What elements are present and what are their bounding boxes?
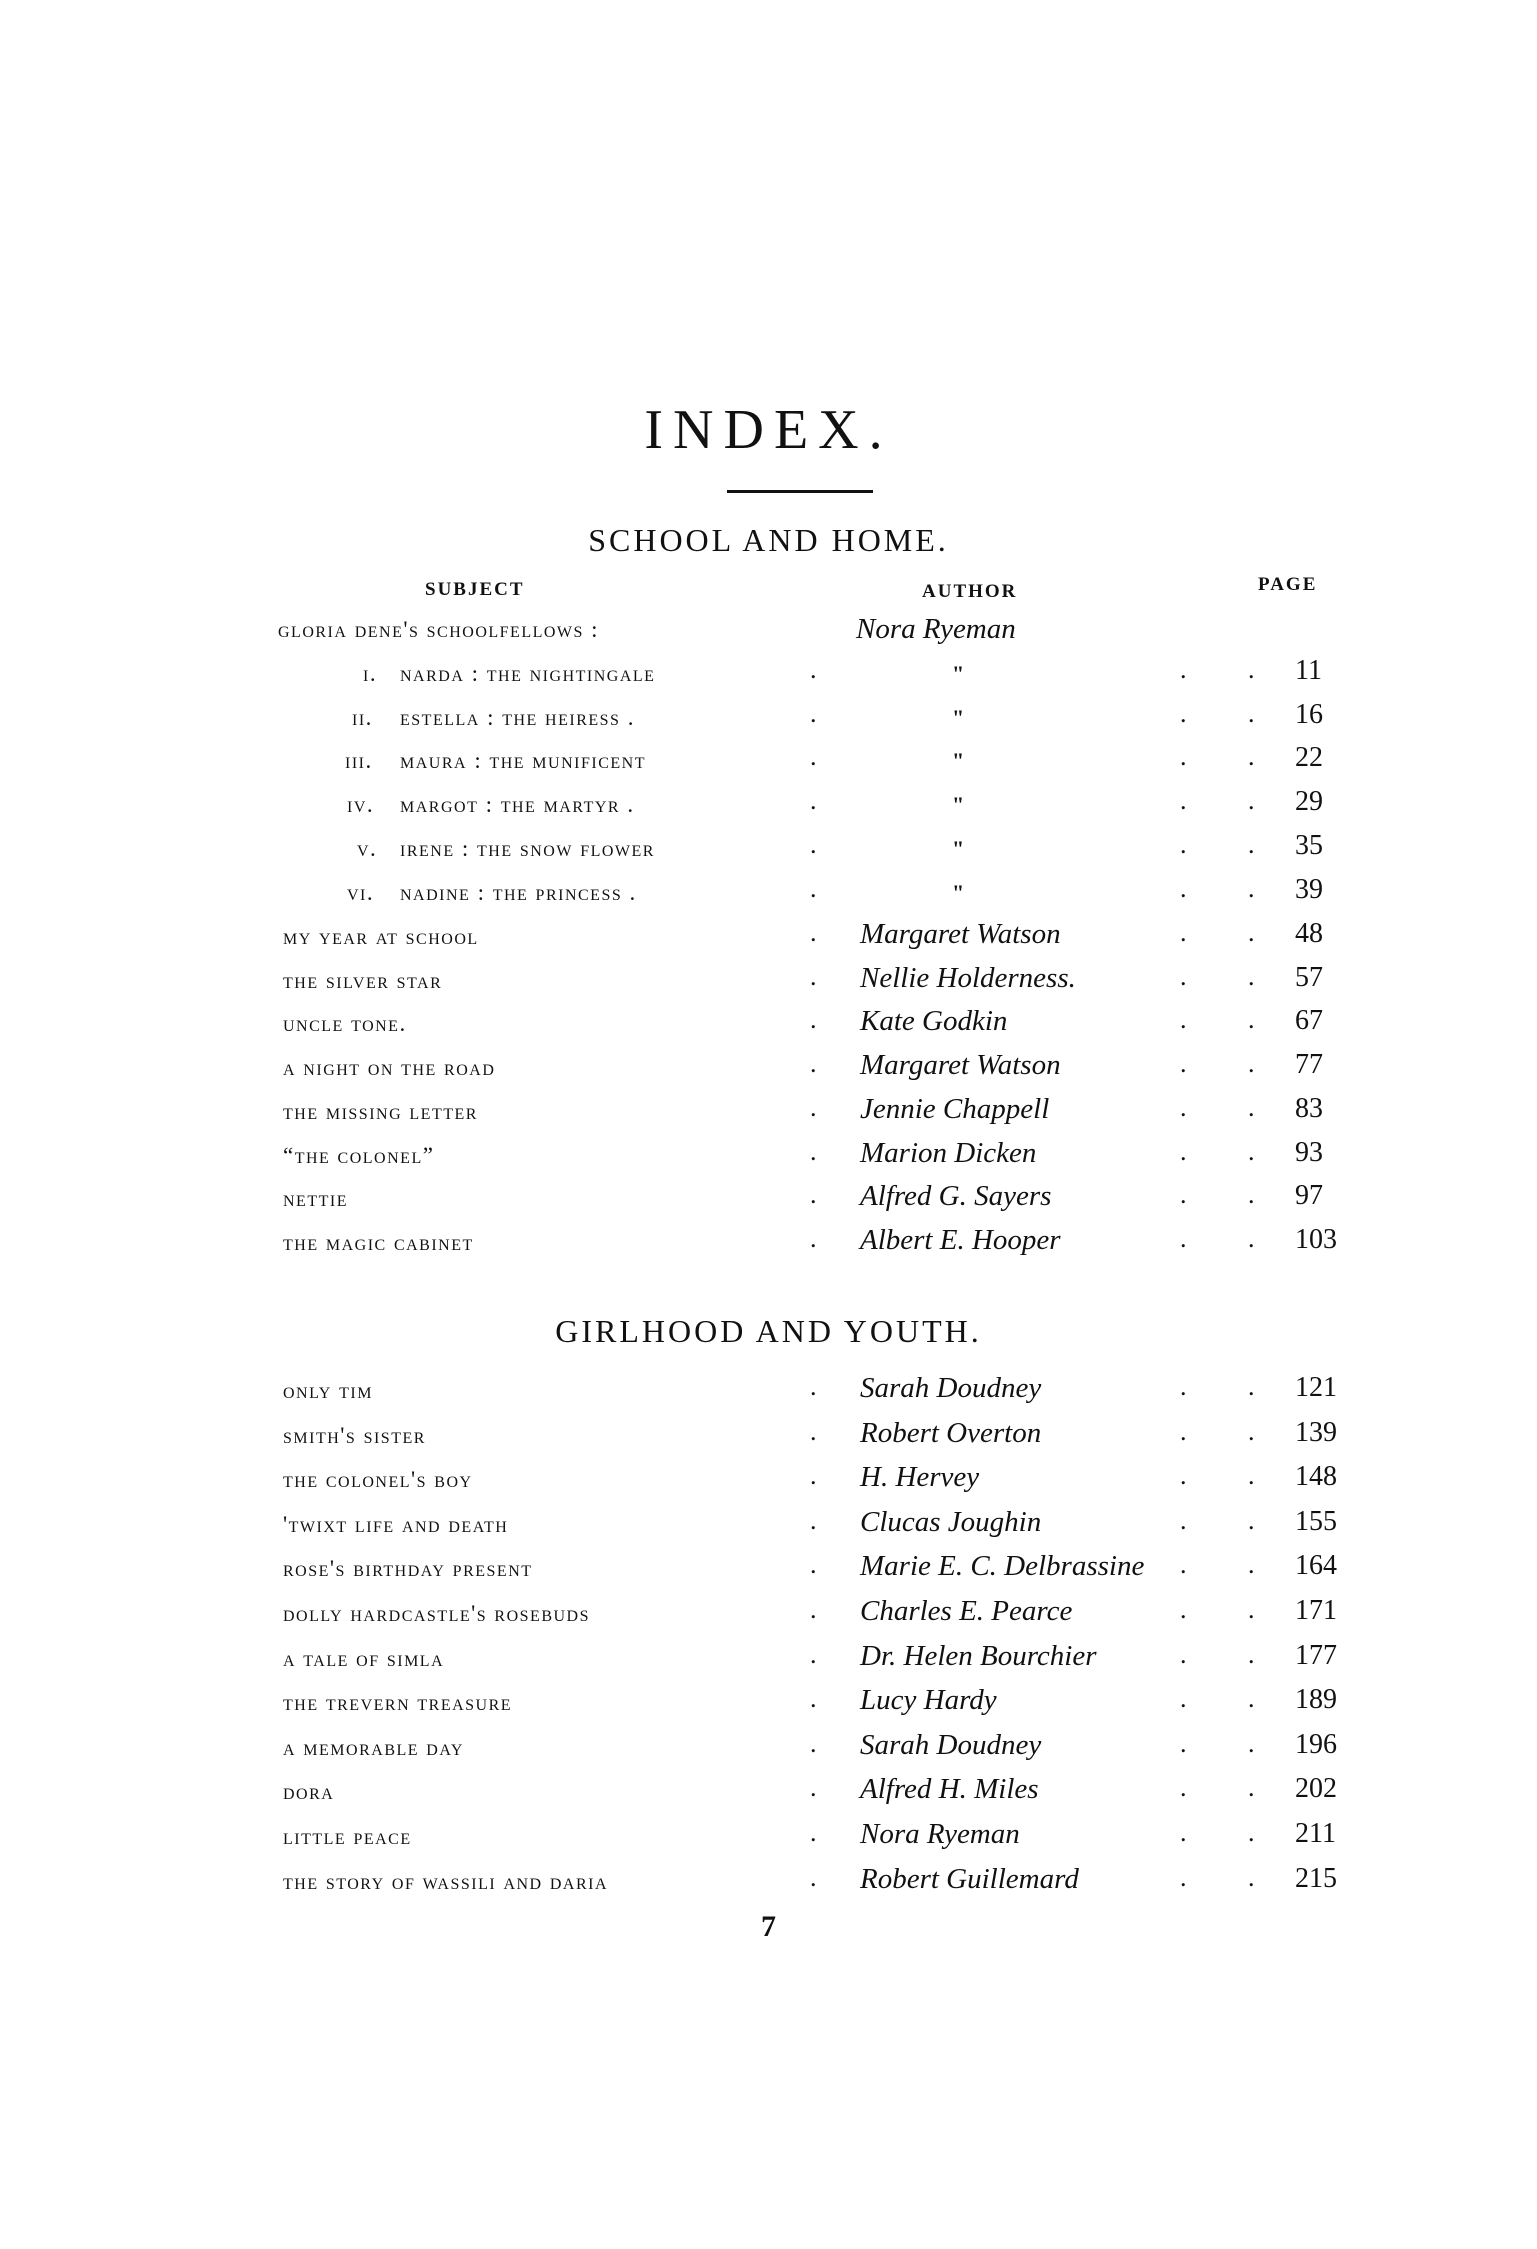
entry-numeral: v. [357, 835, 378, 861]
entry-subject: rose's birthday present [283, 1556, 533, 1582]
dot-leader: . [1180, 742, 1187, 772]
ditto-mark: " [952, 792, 965, 818]
title-rule [727, 490, 873, 493]
entry-subject: my year at school [283, 924, 479, 949]
dot-leader: . [810, 1595, 817, 1624]
index-entry [0, 1180, 1537, 1220]
index-entry [0, 1137, 1537, 1177]
entry-subject: nadine : the princess . [400, 879, 637, 905]
index-sub-entry [0, 655, 1537, 695]
dot-leader: . [1180, 1862, 1187, 1892]
dot-leader: . [1180, 1728, 1187, 1758]
dot-leader: . [1248, 873, 1255, 903]
entry-page: 215 [1295, 1862, 1337, 1894]
dot-leader: . [1180, 1684, 1187, 1714]
entry-author: Albert E. Hooper [860, 1223, 1061, 1256]
dot-leader: . [810, 1005, 817, 1035]
dot-leader: . [810, 1092, 817, 1122]
column-header-page: PAGE [1258, 574, 1318, 595]
ditto-mark: " [952, 748, 965, 774]
dot-leader: . [810, 742, 817, 772]
entry-subject: dora [283, 1779, 335, 1805]
dot-leader: . [1248, 655, 1255, 684]
index-sub-entry [0, 786, 1537, 826]
dot-leader: . [1248, 1180, 1255, 1210]
index-entry [0, 1773, 1537, 1813]
dot-leader: . [1248, 918, 1255, 947]
entry-author: Charles E. Pearce [860, 1595, 1073, 1627]
dot-leader: . [810, 829, 817, 859]
index-entry [0, 1595, 1537, 1635]
dot-leader: . [1180, 1049, 1187, 1079]
entry-subject: narda : the nightingale [400, 661, 656, 686]
dot-leader: . [1248, 829, 1255, 859]
entry-subject: a memorable day [283, 1734, 464, 1760]
page-number: 7 [761, 1910, 776, 1943]
entry-subject: uncle tone. [283, 1011, 407, 1037]
index-entry [0, 1818, 1537, 1858]
entry-numeral: vi. [347, 879, 375, 905]
entry-subject: nettie [283, 1186, 348, 1212]
entry-author: Robert Overton [860, 1416, 1042, 1449]
entry-author: Alfred H. Miles [860, 1773, 1039, 1806]
entry-author: Marion Dicken [860, 1136, 1037, 1169]
dot-leader: . [1248, 1136, 1255, 1166]
entry-author: Sarah Doudney [860, 1728, 1042, 1761]
entry-subject: dolly hardcastle's rosebuds [283, 1601, 591, 1626]
entry-page: 202 [1295, 1773, 1337, 1805]
dot-leader: . [1248, 1416, 1255, 1446]
dot-leader: . [1248, 1862, 1255, 1892]
entry-page: 83 [1295, 1092, 1323, 1124]
entry-page: 189 [1295, 1684, 1337, 1716]
dot-leader: . [810, 786, 817, 816]
column-header-subject: SUBJECT [425, 579, 525, 600]
entry-author: Nora Ryeman [860, 1818, 1020, 1850]
dot-leader: . [810, 961, 817, 991]
index-entry [0, 1506, 1537, 1546]
entry-author: Dr. Helen Bourchier [860, 1639, 1097, 1672]
index-entry [0, 1461, 1537, 1501]
dot-leader: . [810, 1639, 817, 1669]
entry-subject: smith's sister [283, 1422, 426, 1448]
entry-numeral: ii. [352, 704, 373, 730]
entry-author: Clucas Joughin [860, 1505, 1042, 1538]
dot-leader: . [810, 1223, 817, 1253]
dot-leader: . [810, 1416, 817, 1446]
ditto-mark: " [952, 704, 965, 730]
index-sub-entry [0, 874, 1537, 914]
index-sub-entry [0, 830, 1537, 870]
index-group-header [0, 613, 1537, 653]
dot-leader: . [1180, 1818, 1187, 1847]
dot-leader: . [1248, 1550, 1255, 1580]
index-entry [0, 1729, 1537, 1769]
ditto-mark: " [952, 835, 965, 861]
dot-leader: . [810, 873, 817, 903]
dot-leader: . [1248, 1818, 1255, 1847]
entry-page: 121 [1295, 1372, 1337, 1403]
dot-leader: . [1248, 1684, 1255, 1714]
entry-page: 177 [1295, 1639, 1337, 1671]
dot-leader: . [810, 1550, 817, 1580]
entry-subject: estella : the heiress . [400, 704, 635, 730]
entry-author: Alfred G. Sayers [860, 1180, 1052, 1213]
dot-leader: . [1180, 1773, 1187, 1803]
index-entry [0, 962, 1537, 1002]
dot-leader: . [1180, 1136, 1187, 1166]
index-entry [0, 1417, 1537, 1457]
entry-author: Sarah Doudney [860, 1372, 1042, 1404]
dot-leader: . [1180, 655, 1187, 684]
dot-leader: . [1180, 1461, 1187, 1491]
index-entry [0, 918, 1537, 958]
ditto-mark: " [952, 661, 965, 686]
dot-leader: . [810, 1773, 817, 1803]
dot-leader: . [1180, 1005, 1187, 1035]
dot-leader: . [1180, 829, 1187, 859]
page-title: INDEX. [644, 399, 893, 461]
entry-subject: a tale of simla [283, 1645, 445, 1671]
entry-page: 57 [1295, 961, 1323, 993]
dot-leader: . [1248, 1461, 1255, 1491]
entry-page: 148 [1295, 1461, 1337, 1493]
dot-leader: . [810, 1461, 817, 1491]
entry-page: 35 [1295, 829, 1323, 861]
dot-leader: . [1248, 1639, 1255, 1669]
dot-leader: . [1180, 1180, 1187, 1210]
index-entry [0, 1863, 1537, 1903]
section-heading-girlhood-and-youth: GIRLHOOD AND YOUTH. [555, 1313, 982, 1349]
entry-author: Margaret Watson [860, 918, 1061, 950]
dot-leader: . [1248, 1372, 1255, 1401]
entry-author: H. Hervey [860, 1461, 980, 1494]
entry-subject: a night on the road [283, 1055, 496, 1081]
entry-author: Nellie Holderness. [860, 961, 1076, 994]
index-entry [0, 1224, 1537, 1264]
entry-page: 29 [1295, 786, 1323, 818]
entry-subject: irene : the snow flower [400, 835, 655, 861]
entry-subject: the colonel's boy [283, 1467, 473, 1493]
entry-author: Margaret Watson [860, 1049, 1061, 1082]
entry-numeral: i. [363, 661, 378, 686]
dot-leader: . [1180, 1639, 1187, 1669]
dot-leader: . [1180, 1505, 1187, 1535]
entry-page: 11 [1295, 655, 1322, 686]
dot-leader: . [810, 1862, 817, 1892]
entry-subject: little peace [283, 1824, 412, 1849]
dot-leader: . [810, 918, 817, 947]
dot-leader: . [1180, 786, 1187, 816]
entry-numeral: iv. [347, 792, 375, 818]
dot-leader: . [1248, 1005, 1255, 1035]
dot-leader: . [810, 1372, 817, 1401]
ditto-mark: " [952, 879, 965, 905]
entry-page: 77 [1295, 1049, 1323, 1081]
dot-leader: . [1180, 1416, 1187, 1446]
entry-subject: the trevern treasure [283, 1690, 513, 1716]
dot-leader: . [1180, 918, 1187, 947]
entry-subject: gloria dene's schoolfellows : [278, 617, 600, 642]
entry-page: 39 [1295, 873, 1323, 905]
dot-leader: . [1248, 698, 1255, 728]
entry-page: 48 [1295, 918, 1323, 949]
entry-subject: the missing letter [283, 1098, 478, 1124]
dot-leader: . [810, 1136, 817, 1166]
dot-leader: . [1180, 1550, 1187, 1580]
entry-page: 139 [1295, 1416, 1337, 1448]
dot-leader: . [1248, 1728, 1255, 1758]
dot-leader: . [810, 1505, 817, 1535]
index-entry [0, 1640, 1537, 1680]
entry-author: Lucy Hardy [860, 1684, 997, 1717]
entry-page: 97 [1295, 1180, 1323, 1212]
entry-page: 22 [1295, 742, 1323, 774]
dot-leader: . [1180, 1092, 1187, 1122]
dot-leader: . [1248, 1049, 1255, 1079]
entry-subject: “the colonel” [283, 1142, 435, 1168]
dot-leader: . [1248, 1773, 1255, 1803]
dot-leader: . [1180, 1372, 1187, 1401]
entry-page: 164 [1295, 1550, 1337, 1582]
entry-author: Robert Guillemard [860, 1862, 1079, 1895]
entry-subject: the silver star [283, 967, 443, 993]
entry-author: Marie E. C. Delbrassine [860, 1550, 1145, 1583]
dot-leader: . [810, 1049, 817, 1079]
dot-leader: . [810, 698, 817, 728]
dot-leader: . [1180, 1223, 1187, 1253]
entry-author: Jennie Chappell [860, 1092, 1050, 1125]
entry-subject: only tim [283, 1378, 373, 1403]
dot-leader: . [810, 1728, 817, 1758]
dot-leader: . [1180, 1595, 1187, 1624]
entry-page: 16 [1295, 698, 1323, 730]
entry-subject: maura : the munificent [400, 748, 646, 774]
entry-subject: the magic cabinet [283, 1229, 474, 1255]
index-entry [0, 1093, 1537, 1133]
entry-subject: margot : the martyr . [400, 792, 635, 818]
dot-leader: . [1248, 742, 1255, 772]
dot-leader: . [1248, 1505, 1255, 1535]
entry-page: 103 [1295, 1223, 1337, 1255]
column-header-author: AUTHOR [922, 581, 1018, 602]
entry-page: 67 [1295, 1005, 1323, 1037]
section-heading-school-and-home: SCHOOL AND HOME. [588, 522, 949, 558]
entry-numeral: iii. [345, 748, 373, 774]
dot-leader: . [810, 655, 817, 684]
entry-page: 93 [1295, 1136, 1323, 1168]
dot-leader: . [1248, 1595, 1255, 1624]
dot-leader: . [1180, 961, 1187, 991]
entry-page: 171 [1295, 1595, 1337, 1626]
entry-author: Kate Godkin [860, 1005, 1008, 1038]
dot-leader: . [1248, 786, 1255, 816]
entry-subject: the story of wassili and daria [283, 1868, 609, 1894]
dot-leader: . [810, 1684, 817, 1714]
index-entry [0, 1005, 1537, 1045]
entry-page: 196 [1295, 1728, 1337, 1760]
index-entry [0, 1550, 1537, 1590]
dot-leader: . [1248, 961, 1255, 991]
entry-page: 155 [1295, 1505, 1337, 1537]
dot-leader: . [1248, 1223, 1255, 1253]
index-sub-entry [0, 699, 1537, 739]
entry-page: 211 [1295, 1818, 1336, 1849]
dot-leader: . [1180, 873, 1187, 903]
entry-author: Nora Ryeman [856, 613, 1016, 645]
dot-leader: . [1180, 698, 1187, 728]
index-entry [0, 1372, 1537, 1412]
index-entry [0, 1049, 1537, 1089]
dot-leader: . [1248, 1092, 1255, 1122]
dot-leader: . [810, 1180, 817, 1210]
index-entry [0, 1684, 1537, 1724]
entry-subject: 'twixt life and death [283, 1511, 509, 1537]
dot-leader: . [810, 1818, 817, 1847]
index-sub-entry [0, 742, 1537, 782]
